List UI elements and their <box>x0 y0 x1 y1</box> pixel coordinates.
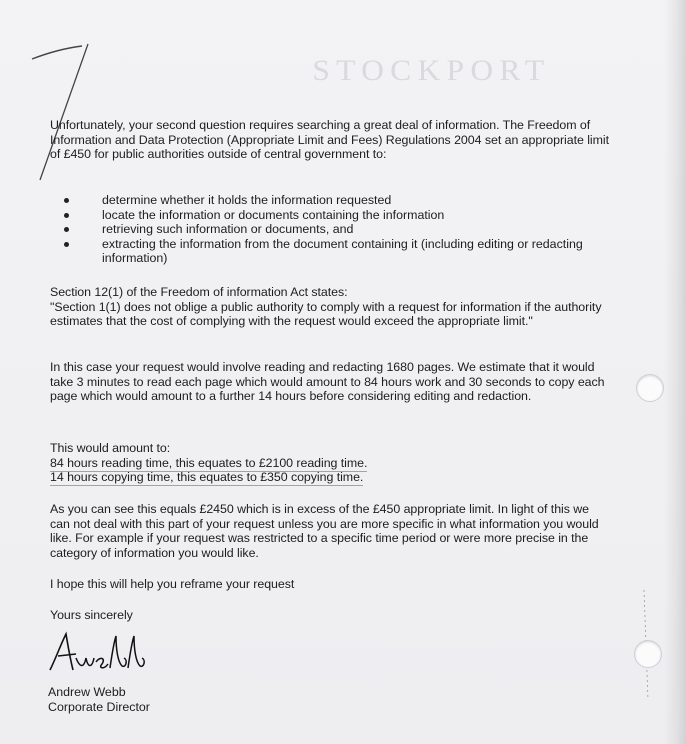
section-block <box>50 285 610 329</box>
amount-intro: This would amount to: <box>50 441 171 455</box>
watermark-text: STOCKPORT <box>312 54 551 87</box>
section-quote: "Section 1(1) does not oblige a public authority to comply with a request for information if the authority estimates that the cost of complying with the request would exceed the appropriate limit." <box>50 299 602 329</box>
punch-hole <box>634 640 662 668</box>
bullet-icon <box>64 227 69 232</box>
signatory-title: Corporate Director <box>48 700 150 714</box>
amount-line-copying: 14 hours copying time, this equates to £350 copying time. <box>50 470 364 485</box>
signatory-name: Andrew Webb <box>48 685 126 699</box>
punch-hole <box>636 374 664 402</box>
intro-paragraph: Unfortunately, your second question requires searching a great deal of information. The Freedom of Information and Data Protection (Appropriate Limit and Fees) Regulations 2004 set an appropriate limit of £450 for public authorities outside of central government to: <box>50 118 609 162</box>
amount-block <box>50 441 610 485</box>
list-item: retrieving such information or documents, and <box>50 222 610 237</box>
sign-off: Yours sincerely <box>50 608 133 622</box>
list-item: extracting the information from the document containing it (including editing or redacting information) <box>50 237 610 266</box>
list-item: locate the information or documents containing the information <box>50 208 610 223</box>
bullet-list <box>50 193 610 266</box>
conclusion-paragraph: As you can see this equals £2450 which is in excess of the £450 appropriate limit. In light of this we can not deal with this part of your request unless you are more specific in what information you would like. For example if your request was restricted to a specific time period or were more precise in the category of information you would like. <box>50 502 599 560</box>
estimate-paragraph: In this case your request would involve reading and redacting 1680 pages. We estimate that it would take 3 minutes to read each page which would amount to 84 hours work and 30 seconds to copy each page which would amount to a further 14 hours before considering editing and redaction. <box>50 360 605 404</box>
bullet-icon <box>64 242 69 247</box>
amount-line-reading: 84 hours reading time, this equates to £2100 reading time. <box>50 455 368 470</box>
signature <box>46 628 156 678</box>
section-heading: Section 12(1) of the Freedom of information Act states: <box>50 285 348 299</box>
bullet-icon <box>64 198 69 203</box>
closing-line: I hope this will help you reframe your request <box>50 577 295 591</box>
list-item: determine whether it holds the information requested <box>50 193 610 208</box>
bullet-icon <box>64 213 69 218</box>
scan-edge-shadow <box>664 0 686 744</box>
signatory-block <box>48 685 150 715</box>
